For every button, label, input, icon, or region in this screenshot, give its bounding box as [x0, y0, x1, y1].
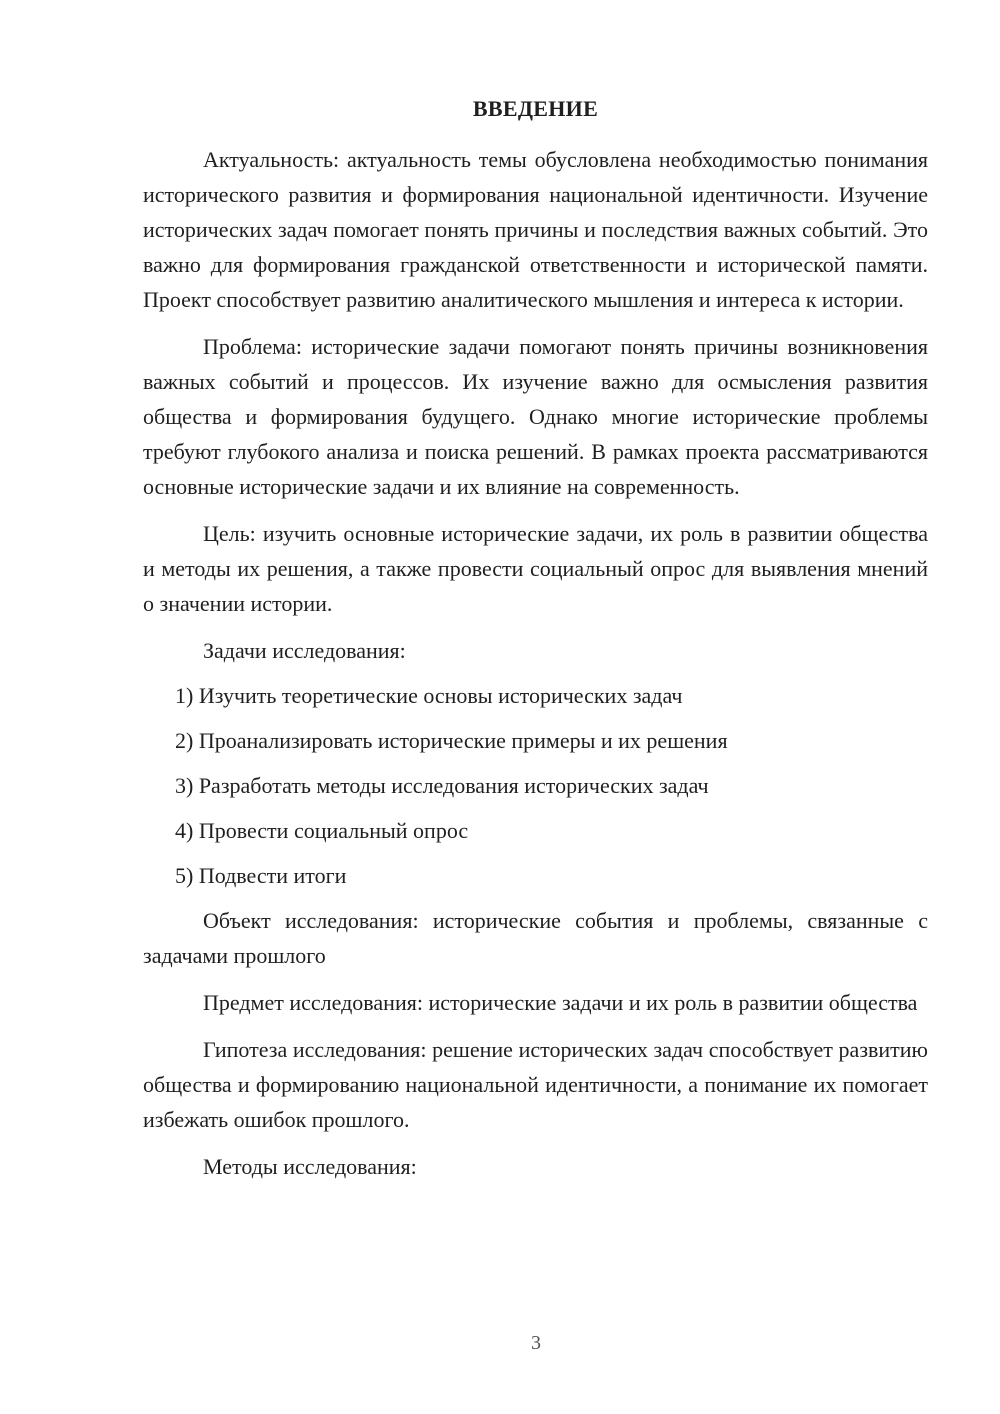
section-title: ВВЕДЕНИЕ: [472, 96, 599, 121]
task-item: 1) Изучить теоретические основы исторических задач: [175, 683, 683, 708]
subject-paragraph: Предмет исследования: исторические задачи и их роль в развитии общества: [203, 990, 918, 1015]
methods-heading: Методы исследования:: [203, 1154, 417, 1179]
task-item: 3) Разработать методы исследования исторических задач: [175, 773, 709, 798]
hypothesis-paragraph: Гипотеза исследования: решение исторических задач способствует развитию общества и формированию национальной идентичности, а понимание их помогает избежать ошибок прошлого.: [143, 1037, 928, 1132]
task-item: 4) Провести социальный опрос: [175, 818, 469, 843]
problem-paragraph: Проблема: исторические задачи помогают понять причины возникновения важных событий и процессов. Их изучение важно для осмысления развития общества и формирования будущего. Однако многие исторические проблемы требуют глубокого анализа и поиска решений. В рамках проекта рассматриваются основные исторические задачи и их влияние на современность.: [143, 334, 928, 499]
document-page: [143, 92, 928, 1194]
relevance-paragraph: Актуальность: актуальность темы обусловлена необходимостью понимания исторического развития и формирования национальной идентичности. Изучение исторических задач помогает понять причины и последствия важных событий. Это важно для формирования гражданской ответственности и исторической памяти. Проект способствует развитию аналитического мышления и интереса к истории.: [143, 147, 928, 312]
task-item: 2) Проанализировать исторические примеры и их решения: [175, 728, 728, 753]
tasks-heading: Задачи исследования:: [203, 638, 406, 663]
page-number: 3: [531, 1332, 541, 1354]
object-paragraph: Объект исследования: исторические события и проблемы, связанные с задачами прошлого: [143, 908, 928, 968]
goal-paragraph: Цель: изучить основные исторические задачи, их роль в развитии общества и методы их решения, а также провести социальный опрос для выявления мнений о значении истории.: [143, 521, 928, 616]
task-item: 5) Подвести итоги: [175, 863, 347, 888]
tasks-list: [143, 678, 928, 893]
